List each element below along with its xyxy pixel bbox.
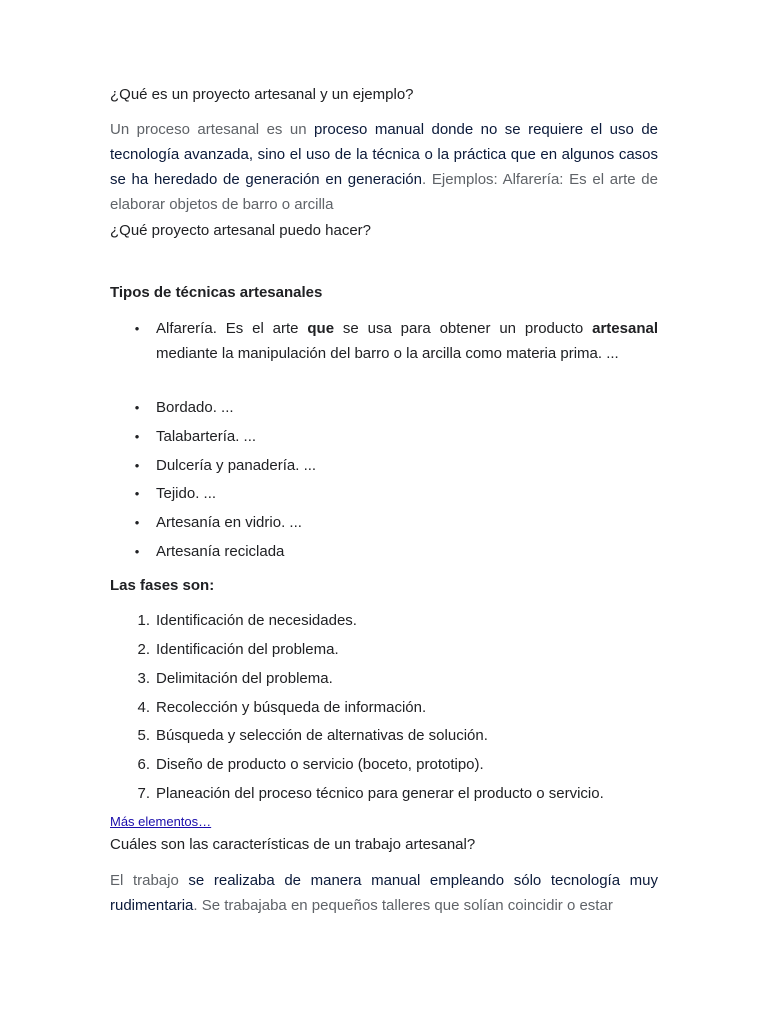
bullet-icon: •	[134, 544, 140, 559]
list-item	[134, 316, 658, 366]
list-item	[137, 695, 658, 720]
list-item	[134, 481, 658, 506]
bullet-icon: •	[134, 458, 140, 473]
list-item	[137, 752, 658, 777]
list-item	[134, 453, 658, 478]
bullet-icon: •	[134, 429, 140, 444]
answer-2-rest: . Se trabajaba en pequeños talleres que solían coincidir o estar	[193, 897, 613, 914]
fase-text: Identificación de necesidades.	[156, 612, 357, 629]
answer-2-intro: El trabajo	[110, 872, 189, 889]
tipo-text: mediante la manipulación del barro o la arcilla como materia prima. ...	[156, 345, 619, 362]
list-number: 3.	[137, 670, 150, 687]
tipo-text: se usa para obtener un producto	[334, 320, 593, 337]
bullet-icon: •	[134, 515, 140, 530]
tipo-text: Artesanía en vidrio. ...	[156, 514, 302, 531]
list-item	[134, 539, 658, 564]
list-item	[137, 608, 658, 633]
fases-heading: Las fases son:	[110, 577, 215, 594]
bullet-icon: •	[134, 486, 140, 501]
fase-text: Planeación del proceso técnico para generar el producto o servicio.	[156, 785, 604, 802]
list-item	[137, 666, 658, 691]
answer-1-intro: Un proceso artesanal es un	[110, 121, 315, 138]
answer-2-highlight: se realizaba de manera manual empleando sólo tecnología muy rudimentaria	[110, 872, 658, 914]
bullet-icon: •	[134, 400, 140, 415]
list-number: 6.	[137, 756, 150, 773]
question-heading-3: Cuáles son las características de un trabajo artesanal?	[110, 836, 476, 853]
answer-paragraph-2	[110, 868, 658, 918]
more-elements-link[interactable]: Más elementos…	[110, 814, 212, 829]
tipo-text: Bordado. ...	[156, 399, 234, 416]
list-item	[137, 723, 658, 748]
bullet-icon: •	[134, 321, 140, 336]
question-heading-2: ¿Qué proyecto artesanal puedo hacer?	[110, 222, 371, 239]
fase-text: Delimitación del problema.	[156, 670, 333, 687]
fase-text: Recolección y búsqueda de información.	[156, 699, 427, 716]
list-number: 2.	[137, 641, 150, 658]
tipo-text: Tejido. ...	[156, 485, 217, 502]
list-number: 1.	[137, 612, 150, 629]
fase-text: Diseño de producto o servicio (boceto, prototipo).	[156, 756, 484, 773]
answer-1-examples: . Ejemplos: Alfarería: Es el arte de elaborar objetos de barro o arcilla	[110, 171, 658, 213]
fase-text: Identificación del problema.	[156, 641, 339, 658]
tipo-text: Talabartería. ...	[156, 428, 257, 445]
answer-1-highlight: proceso manual donde no se requiere el uso de tecnología avanzada, sino el uso de la técnica o la práctica que en algunos casos se ha heredado de generación en generación	[110, 121, 658, 188]
list-number: 7.	[137, 785, 150, 802]
tipos-heading: Tipos de técnicas artesanales	[110, 284, 323, 301]
list-item	[134, 424, 658, 449]
list-item	[137, 637, 658, 662]
list-item	[134, 510, 658, 535]
tipo-text: Dulcería y panadería. ...	[156, 457, 317, 474]
list-number: 4.	[137, 699, 150, 716]
fase-text: Búsqueda y selección de alternativas de solución.	[156, 727, 488, 744]
list-number: 5.	[137, 727, 150, 744]
list-item	[137, 781, 658, 806]
question-heading-1: ¿Qué es un proyecto artesanal y un ejemplo?	[110, 86, 414, 103]
tipo-text: Alfarería. Es el arte	[156, 320, 308, 337]
list-item	[134, 395, 658, 420]
tipo-bold-que: que	[307, 320, 335, 337]
tipo-text: Artesanía reciclada	[156, 543, 285, 560]
tipo-bold-artesanal: artesanal	[592, 320, 658, 337]
answer-paragraph-1	[110, 117, 658, 217]
